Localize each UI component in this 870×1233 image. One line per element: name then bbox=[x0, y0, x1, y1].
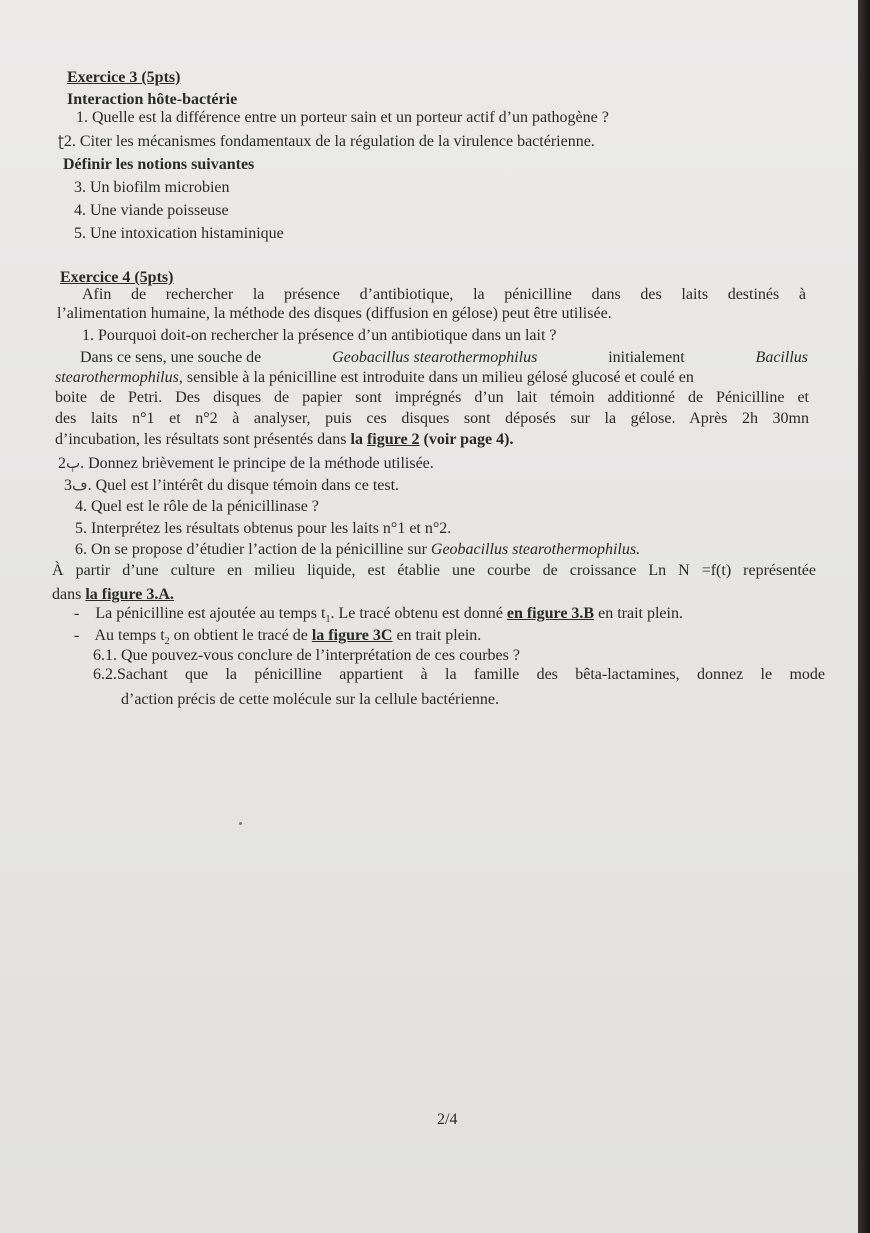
ex4-paragraph-line-2 bbox=[55, 368, 694, 388]
ex4-paragraph-line-5 bbox=[55, 430, 513, 450]
paragraph-text: d’incubation, les résultats sont présentés dans bbox=[55, 431, 347, 448]
species-name: Geobacillus stearothermophilus bbox=[332, 349, 538, 366]
ex4-question-1: 1. Pourquoi doit-on rechercher la présence d’un antibiotique dans un lait ? bbox=[82, 327, 557, 344]
dash-item-text: Au temps t bbox=[94, 627, 165, 644]
paragraph-text: initialement bbox=[608, 349, 685, 366]
handwritten-mark: ٻ bbox=[66, 454, 81, 472]
page-number: 2/4 bbox=[437, 1111, 458, 1128]
ex3-question-1: 1. Quelle est la différence entre un porteur sain et un porteur actif d’un pathogène ? bbox=[76, 109, 609, 126]
dash-bullet: - bbox=[74, 627, 80, 644]
ex4-question-6-2-line-1: 6.2.Sachant que la pénicilline appartient à la famille des bêta-lactamines, donnez le mode bbox=[93, 666, 825, 683]
define-notions-title: Définir les notions suivantes bbox=[63, 156, 255, 173]
ex4-paragraph-line-3: boite de Petri. Des disques de papier sont imprégnés d’un lait témoin additionné de Pénicilline et bbox=[55, 389, 809, 406]
dash-item-text: La pénicilline est ajoutée au temps t bbox=[95, 605, 326, 622]
exercise-4-title: Exercice 4 (5pts) bbox=[60, 269, 174, 286]
ex4-context-line-1: À partir d’une culture en milieu liquide, est établie une courbe de croissance Ln N =f(t) représentée bbox=[52, 562, 816, 579]
ex3-question-4: 4. Une viande poisseuse bbox=[74, 202, 229, 219]
ex4-intro-line-1: Afin de rechercher la présence d’antibiotique, la pénicilline dans des laits destinés à bbox=[82, 286, 806, 303]
ex4-context-line-2 bbox=[52, 585, 174, 605]
paragraph-text: , sensible à la pénicilline est introduite dans un milieu gélosé glucosé et coulé en bbox=[178, 369, 694, 386]
ex4-question-2-text: 2. Donnez brièvement le principe de la méthode utilisée. bbox=[58, 455, 434, 472]
ex3-question-5: 5. Une intoxication histaminique bbox=[74, 225, 284, 242]
figure-reference: la figure 3.A. bbox=[85, 586, 174, 603]
dash-item-text: en trait plein. bbox=[598, 605, 683, 622]
figure-reference: figure 2 bbox=[366, 431, 420, 448]
paragraph-text: (voir page 4). bbox=[423, 431, 514, 448]
paragraph-text: Dans ce sens, une souche de bbox=[80, 349, 262, 366]
exercise-3-subtitle: Interaction hôte-bactérie bbox=[67, 91, 238, 108]
species-name: stearothermophilus bbox=[55, 369, 179, 386]
ex4-question-6 bbox=[75, 540, 640, 560]
ex3-question-3: 3. Un biofilm microbien bbox=[74, 179, 230, 196]
paragraph-text: la bbox=[350, 431, 363, 448]
ex3-question-2-text: 2. Citer les mécanismes fondamentaux de la régulation de la virulence bactérienne. bbox=[63, 133, 595, 150]
subscript: 1 bbox=[325, 614, 331, 626]
page-edge-shadow bbox=[858, 0, 870, 1233]
dash-item-text: on obtient le tracé de bbox=[173, 627, 308, 644]
ex3-question-2 bbox=[58, 131, 595, 152]
ex4-paragraph-line-1 bbox=[80, 348, 808, 368]
handwritten-mark: ʈ bbox=[58, 132, 64, 150]
ex4-question-3-text: 3. Quel est l’intérêt du disque témoin dans ce test. bbox=[64, 477, 400, 494]
ex4-intro-line-2: l’alimentation humaine, la méthode des disques (diffusion en gélose) peut être utilisée. bbox=[57, 305, 612, 322]
figure-reference: la figure 3C bbox=[311, 627, 393, 644]
paragraph-text: dans bbox=[52, 586, 82, 603]
ex4-question-6-2-line-2: d’action précis de cette molécule sur la cellule bactérienne. bbox=[121, 691, 500, 708]
subscript: 2 bbox=[164, 636, 170, 648]
ex4-question-6-text: 6. On se propose d’étudier l’action de la pénicilline sur bbox=[75, 541, 427, 558]
exercise-3-title: Exercice 3 (5pts) bbox=[67, 69, 181, 86]
ex4-paragraph-line-4: des laits n°1 et n°2 à analyser, puis ces disques sont déposés sur la gélose. Après 2h 30mn bbox=[55, 410, 809, 427]
ex4-question-3 bbox=[64, 475, 399, 496]
species-name: Bacillus bbox=[755, 349, 808, 366]
handwritten-mark: ڡ bbox=[72, 476, 88, 494]
ex4-question-5: 5. Interprétez les résultats obtenus pour les laits n°1 et n°2. bbox=[75, 520, 452, 537]
dash-bullet: - bbox=[74, 605, 80, 622]
ex4-question-6-1: 6.1. Que pouvez-vous conclure de l’interprétation de ces courbes ? bbox=[93, 647, 520, 664]
page-speck bbox=[239, 822, 242, 825]
dash-item-text: en trait plein. bbox=[396, 627, 482, 644]
ex4-question-2 bbox=[58, 453, 434, 474]
ex4-question-4: 4. Quel est le rôle de la pénicillinase ? bbox=[75, 498, 319, 515]
dash-item-text: . Le tracé obtenu est donné bbox=[330, 605, 503, 622]
species-name: Geobacillus stearothermophilus. bbox=[430, 541, 641, 558]
figure-reference: en figure 3.B bbox=[506, 605, 595, 622]
